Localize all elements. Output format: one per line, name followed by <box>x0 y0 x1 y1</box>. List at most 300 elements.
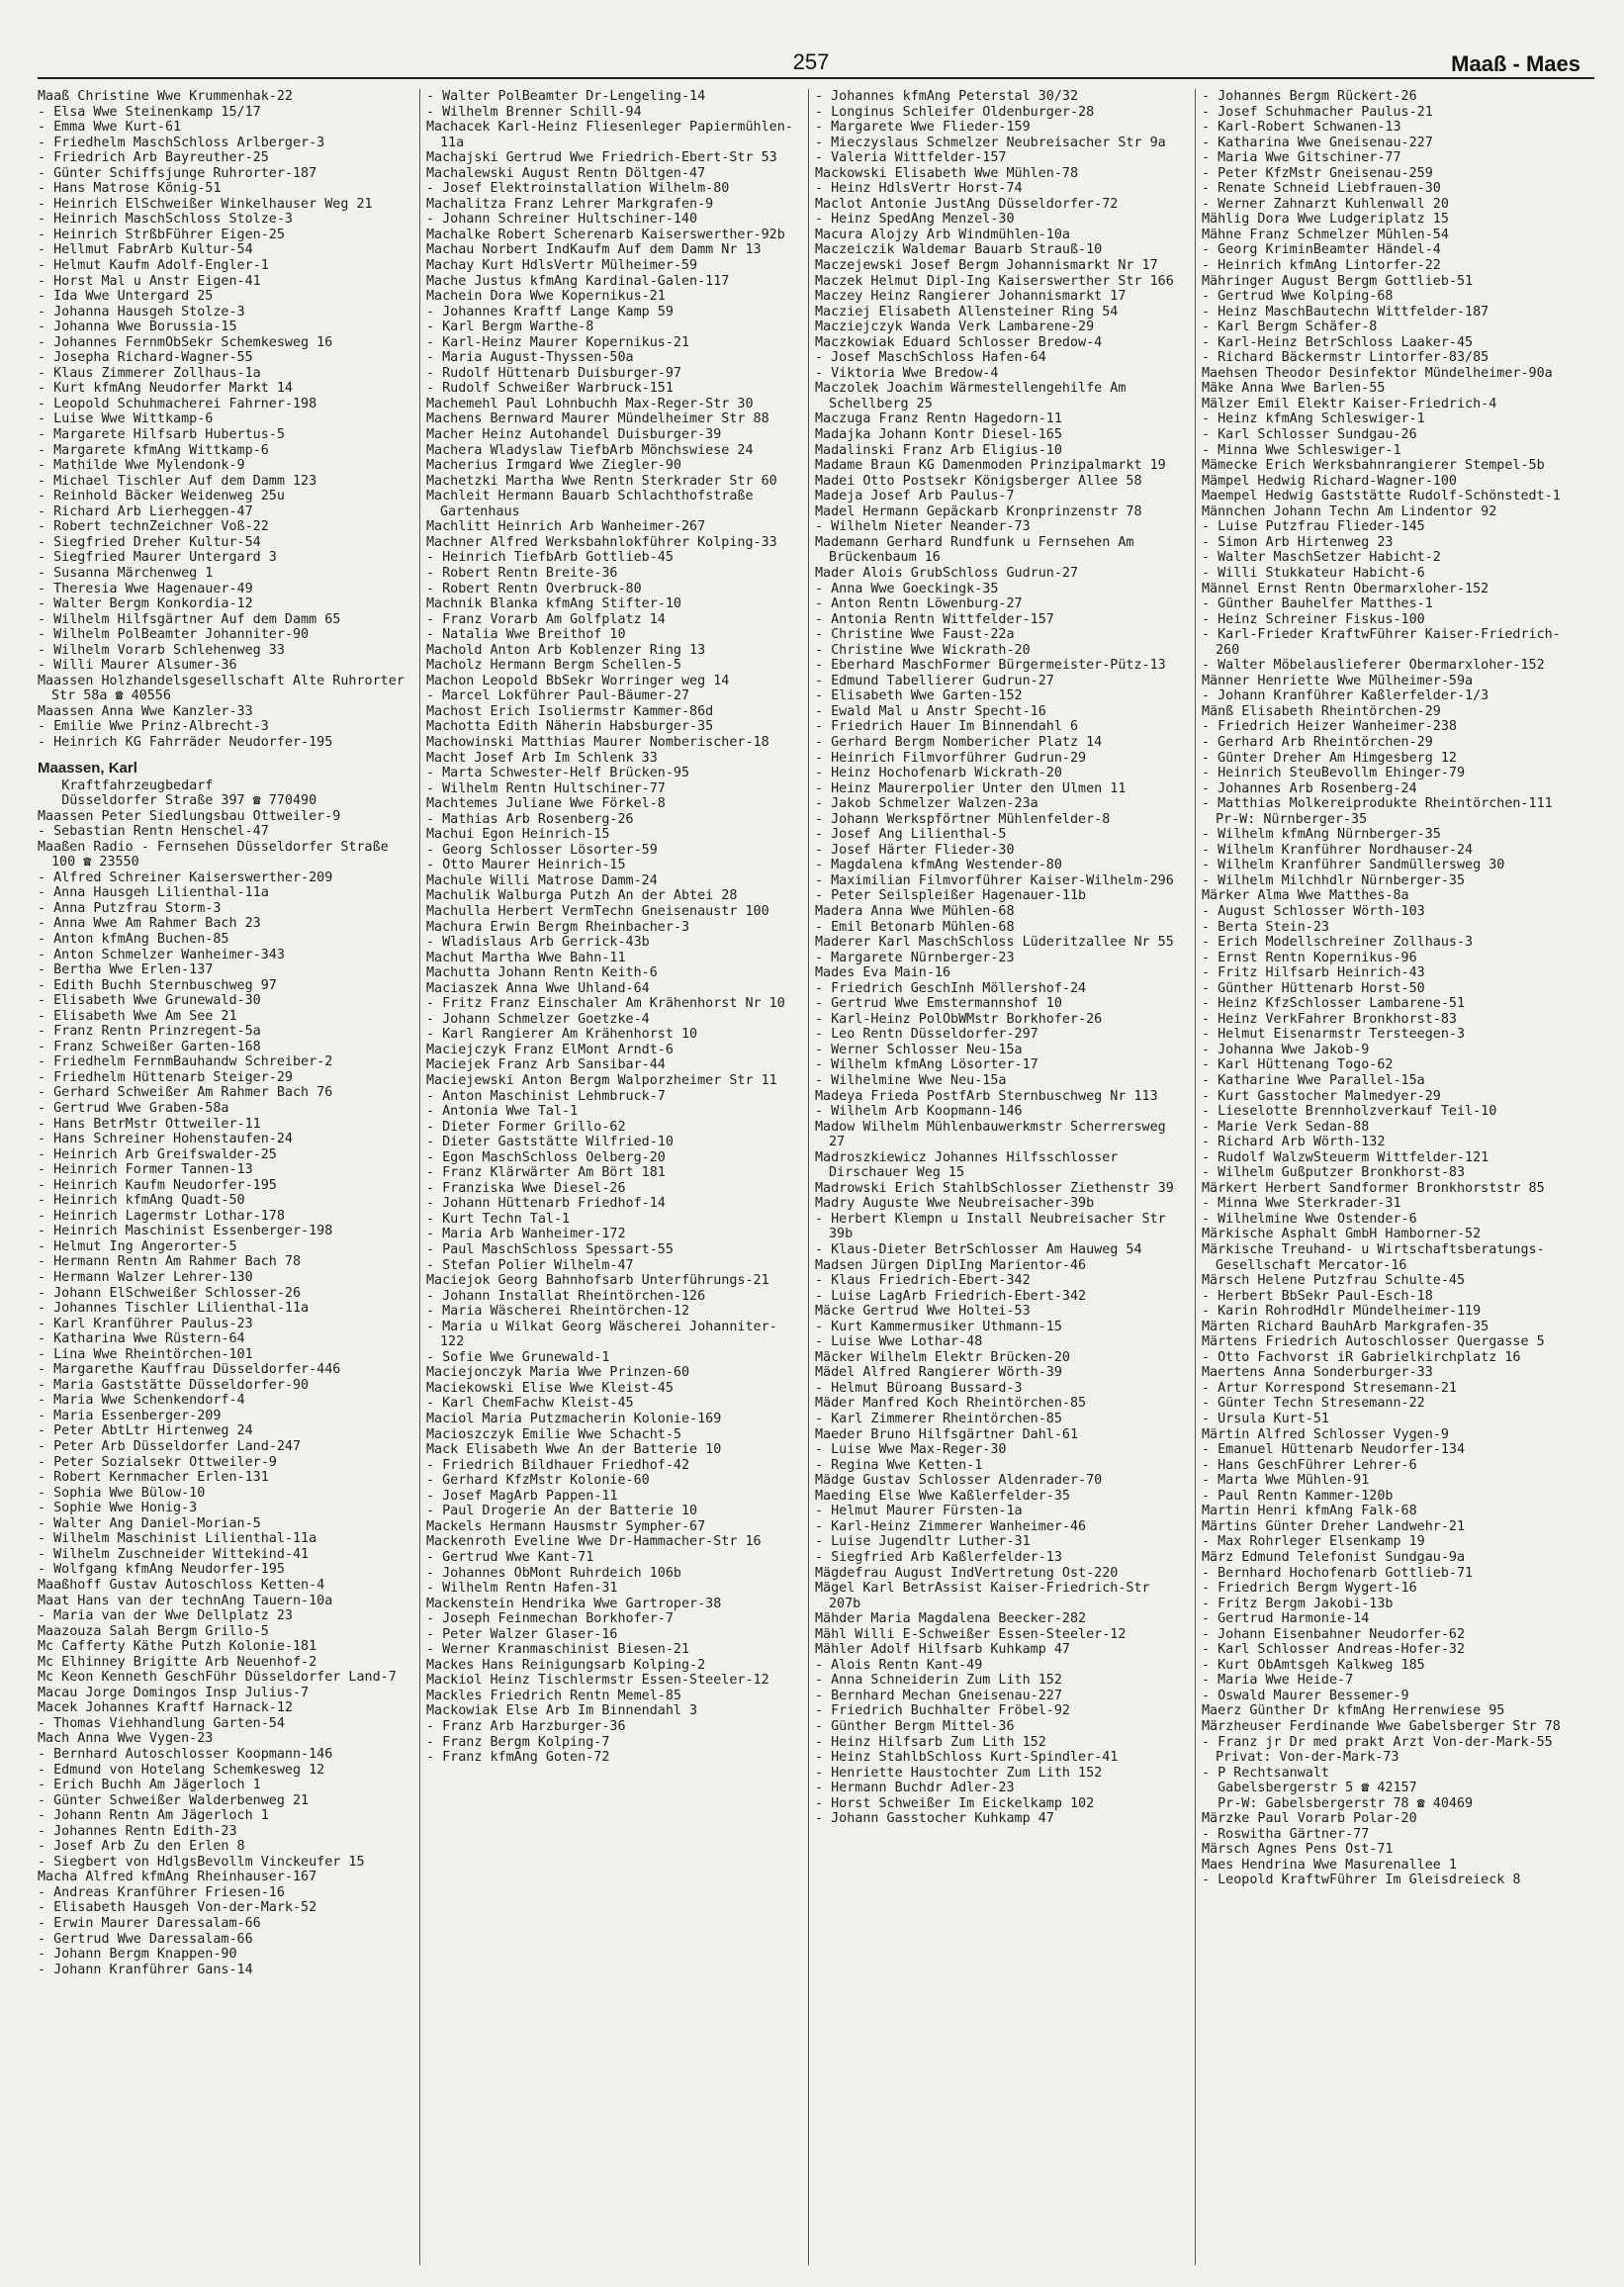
directory-entry: Machut Martha Wwe Bahn-11 <box>426 950 626 965</box>
directory-entry: Maderer Karl MaschSchloss Lüderitzallee Nr 55 <box>815 935 1174 951</box>
directory-entry: Machetzki Martha Wwe Rentn Sterkrader Str 60 <box>426 473 777 489</box>
directory-entry: - Günther Bergm Mittel-36 <box>815 1718 1015 1734</box>
directory-entry: - Maria Essenberger-209 <box>38 1408 222 1423</box>
directory-entry: Märtin Alfred Schlosser Vygen-9 <box>1202 1426 1449 1442</box>
directory-entry: - Johannes Arb Rosenberg-24 <box>1202 780 1417 796</box>
directory-entry: - Hans BetrMstr Ottweiler-11 <box>38 1116 261 1132</box>
directory-entry: Märkische Treuhand- u Wirtschaftsberatungs-Gesellschaft Mercator-16 <box>1202 1242 1545 1273</box>
directory-entry: - Gerhard Bergm Nombericher Platz 14 <box>815 734 1103 750</box>
directory-entry: Märsch Helene Putzfrau Schulte-45 <box>1202 1273 1466 1289</box>
directory-entry: - Josef Ang Lilienthal-5 <box>815 827 1007 843</box>
directory-entry: - Heinrich Former Tannen-13 <box>38 1162 253 1178</box>
directory-entry: - Johannes kfmAng Peterstal 30/32 <box>815 89 1079 104</box>
directory-entry: Maat Hans van der technAng Tauern-10a <box>38 1593 333 1608</box>
directory-entry: - Franz Schweißer Garten-168 <box>38 1039 261 1054</box>
directory-entry: Madei Otto Postsekr Königsberger Allee 58 <box>815 473 1142 489</box>
directory-entry: - Elisabeth Hausgeh Von-der-Mark-52 <box>38 1900 317 1916</box>
directory-entry: Mählig Dora Wwe Ludgeriplatz 15 <box>1202 212 1449 228</box>
directory-entry: Machajski Gertrud Wwe Friedrich-Ebert-Str 53 <box>426 150 777 166</box>
directory-entry: - Viktoria Wwe Bredow-4 <box>815 365 999 381</box>
directory-entry: - Heinz SpedAng Menzel-30 <box>815 212 1015 228</box>
directory-entry: - Anton Rentn Löwenburg-27 <box>815 596 1023 612</box>
directory-entry: - Margarete Hilfsarb Hubertus-5 <box>38 427 285 443</box>
directory-entry: Mänß Elisabeth Rheintörchen-29 <box>1202 703 1441 719</box>
directory-entry: - Wilhelm Maschinist Lilienthal-11a <box>38 1531 317 1547</box>
directory-entry: - Heinz StahlbSchloss Kurt-Spindler-41 <box>815 1750 1119 1766</box>
directory-entry: - Johann Kranführer Kaßlerfelder-1/3 <box>1202 688 1489 704</box>
directory-entry: - Elisabeth Wwe Garten-152 <box>815 688 1023 704</box>
directory-entry: - Fritz Hilfsarb Heinrich-43 <box>1202 965 1425 981</box>
directory-entry: Märkert Herbert Sandformer Bronkhorststr 85 <box>1202 1180 1545 1196</box>
directory-entry: - Antonia Rentn Wittfelder-157 <box>815 611 1054 627</box>
directory-entry: - Herbert BbSekr Paul-Esch-18 <box>1202 1288 1433 1304</box>
directory-entry: - Wilhelm Rentn Hultschiner-77 <box>426 780 666 796</box>
directory-entry: - Johannes FernmObSekr Schemkesweg 16 <box>38 334 333 350</box>
directory-entry: - Johannes Kraftf Lange Kamp 59 <box>426 304 674 320</box>
directory-entry: - Josepha Richard-Wagner-55 <box>38 350 253 366</box>
directory-entry: - Peter Walzer Glaser-16 <box>426 1626 618 1642</box>
directory-entry: - Henriette Haustochter Zum Lith 152 <box>815 1765 1103 1781</box>
directory-entry: - Katharina Wwe Rüstern-64 <box>38 1331 245 1347</box>
directory-entry: - Ernst Rentn Kopernikus-96 <box>1202 950 1417 965</box>
directory-entry: - Theresia Wwe Hagenauer-49 <box>38 581 253 596</box>
directory-entry: - Heinrich ElSchweißer Winkelhauser Weg 21 <box>38 196 373 212</box>
directory-entry: - Wilhelm Milchhdlr Nürnberger-35 <box>1202 872 1466 888</box>
directory-entry: - Heinrich kfmAng Lintorfer-22 <box>1202 258 1441 274</box>
directory-entry: - Helmut Eisenarmstr Tersteegen-3 <box>1202 1027 1466 1043</box>
directory-entry: - Heinrich Arb Greifswalder-25 <box>38 1146 277 1162</box>
directory-entry: - Friedrich Bildhauer Friedhof-42 <box>426 1457 690 1473</box>
column-2 <box>426 89 800 2265</box>
directory-entry: Madera Anna Wwe Mühlen-68 <box>815 903 1015 919</box>
column-divider <box>419 89 420 2265</box>
directory-entry: - Johannes Bergm Rückert-26 <box>1202 89 1417 104</box>
directory-entry: - Karl Bergm Warthe-8 <box>426 320 594 335</box>
directory-entry: - Wladislaus Arb Gerrick-43b <box>426 935 650 951</box>
directory-entry: - Leo Rentn Düsseldorfer-297 <box>815 1027 1038 1043</box>
directory-entry: - Josef Elektroinstallation Wilhelm-80 <box>426 181 730 197</box>
directory-entry: - Josef MaschSchloss Hafen-64 <box>815 350 1046 366</box>
directory-entry: - Franz Klärwärter Am Bört 181 <box>426 1165 666 1181</box>
directory-entry: - Marie Verk Sedan-88 <box>1202 1119 1370 1135</box>
directory-entry: Maempel Hedwig Gaststätte Rudolf-Schönstedt-1 <box>1202 489 1561 504</box>
directory-entry: - Peter AbtLtr Hirtenweg 24 <box>38 1423 253 1439</box>
directory-entry: - Friedhelm MaschSchloss Arlberger-3 <box>38 135 325 150</box>
directory-entry: - Robert technZeichner Voß-22 <box>38 519 269 535</box>
directory-entry: - Christine Wwe Wickrath-20 <box>815 642 1031 658</box>
directory-entry: - Hans Schreiner Hohenstaufen-24 <box>38 1132 293 1147</box>
directory-entry: - Johannes Rentn Edith-23 <box>38 1823 237 1839</box>
directory-entry: - Ida Wwe Untergard 25 <box>38 289 214 305</box>
directory-entry: Mähder Maria Magdalena Beecker-282 <box>815 1611 1087 1627</box>
directory-entry: - Marta Wwe Mühlen-91 <box>1202 1473 1370 1489</box>
directory-entry: Märtins Günter Dreher Landwehr-21 <box>1202 1518 1466 1534</box>
directory-entry: - Werner Kranmaschinist Biesen-21 <box>426 1642 690 1658</box>
directory-entry: - Josef Arb Zu den Erlen 8 <box>38 1839 245 1855</box>
directory-entry: - Siegfried Arb Kaßlerfelder-13 <box>815 1549 1062 1565</box>
directory-entry: - Helmut Büroang Bussard-3 <box>815 1380 1023 1396</box>
directory-entry: - Gertrud Wwe Emstermannshof 10 <box>815 996 1062 1012</box>
directory-entry: Mackenstein Hendrika Wwe Gartroper-38 <box>426 1596 722 1611</box>
directory-entry: Mackes Hans Reinigungsarb Kolping-2 <box>426 1657 706 1673</box>
directory-entry: - Helmut Ing Angerorter-5 <box>38 1238 237 1254</box>
directory-entry: - Paul Rentn Kammer-120b <box>1202 1488 1394 1504</box>
directory-entry: - Franz Arb Harzburger-36 <box>426 1718 626 1734</box>
directory-entry: - Wilhelm Arb Koopmann-146 <box>815 1104 1023 1120</box>
directory-entry: - Johann Eisenbahner Neudorfer-62 <box>1202 1626 1466 1642</box>
directory-entry: - Wilhelm Gußputzer Bronkhorst-83 <box>1202 1165 1466 1181</box>
directory-entry: Märker Alma Wwe Matthes-8a <box>1202 888 1409 904</box>
directory-entry: - Berta Stein-23 <box>1202 919 1329 935</box>
entry-heading: Maassen, Karl <box>38 759 137 777</box>
directory-entry: - Karl-Heinz BetrSchloss Laaker-45 <box>1202 334 1474 350</box>
directory-entry: - Maria van der Wwe Dellplatz 23 <box>38 1608 293 1624</box>
directory-entry: - Franz jr Dr med prakt Arzt Von-der-Mark-55 Privat: Von-der-Mark-73 <box>1202 1734 1561 1766</box>
directory-entry: - Hermann Buchdr Adler-23 <box>815 1781 1015 1796</box>
directory-entry: Maassen Peter Siedlungsbau Ottweiler-9 <box>38 808 341 824</box>
directory-entry: - Gertrud Wwe Graben-58a <box>38 1101 229 1116</box>
directory-entry: - Roswitha Gärtner-77 <box>1202 1826 1370 1842</box>
directory-entry: Madroszkiewicz Johannes Hilfsschlosser Dirschauer Weg 15 <box>815 1149 1127 1181</box>
directory-entry: Mackowski Elisabeth Wwe Mühlen-78 <box>815 165 1079 181</box>
directory-entry: Maciejczyk Franz ElMont Arndt-6 <box>426 1042 674 1057</box>
directory-entry: - Friedrich Hauer Im Binnendahl 6 <box>815 719 1079 735</box>
directory-entry: Machalitza Franz Lehrer Markgrafen-9 <box>426 196 714 212</box>
directory-entry: Mädge Gustav Schlosser Aldenrader-70 <box>815 1473 1103 1489</box>
directory-entry: - Heinrich Maschinist Essenberger-198 <box>38 1224 333 1239</box>
directory-entry: - Elsa Wwe Steinenkamp 15/17 <box>38 104 261 120</box>
directory-entry: Maclot Antonie JustAng Düsseldorfer-72 <box>815 196 1119 212</box>
directory-entry: - Thomas Viehhandlung Garten-54 <box>38 1715 285 1731</box>
directory-entry: - Leopold Schuhmacherei Fahrner-198 <box>38 396 317 412</box>
directory-entry: Mc Elhinney Brigitte Arb Neuenhof-2 <box>38 1654 317 1670</box>
directory-entry: - Otto Maurer Heinrich-15 <box>426 858 626 873</box>
directory-entry: - Paul MaschSchloss Spessart-55 <box>426 1242 674 1258</box>
directory-entry: - Maria August-Thyssen-50a <box>426 350 634 366</box>
directory-entry: Mägel Karl BetrAssist Kaiser-Friedrich-Str 207b <box>815 1581 1158 1611</box>
directory-entry: - Maximilian Filmvorführer Kaiser-Wilhelm-296 <box>815 872 1174 888</box>
directory-entry: Machotta Edith Näherin Habsburger-35 <box>426 719 714 735</box>
directory-entry: - Heinrich KG Fahrräder Neudorfer-195 <box>38 734 333 750</box>
directory-entry: - Valeria Wittfelder-157 <box>815 150 1007 166</box>
directory-entry: - Paul Drogerie An der Batterie 10 <box>426 1504 698 1519</box>
directory-entry: Mache Justus kfmAng Kardinal-Galen-117 <box>426 273 730 289</box>
directory-entry: - Johann Schmelzer Goetzke-4 <box>426 1011 650 1027</box>
directory-entry: - Susanna Märchenweg 1 <box>38 565 214 581</box>
directory-entry: Maciejek Franz Arb Sansibar-44 <box>426 1057 666 1073</box>
directory-entry: - Otto Fachvorst iR Gabrielkirchplatz 16 <box>1202 1349 1521 1365</box>
directory-entry: - Heinrich Kaufm Neudorfer-195 <box>38 1177 277 1193</box>
directory-entry: - Wilhelm Zuschneider Wittekind-41 <box>38 1546 310 1562</box>
directory-entry: Mäke Anna Wwe Barlen-55 <box>1202 381 1386 397</box>
directory-entry: - Renate Schneid Liebfrauen-30 <box>1202 181 1441 197</box>
directory-entry: Männer Henriette Wwe Mülheimer-59a <box>1202 673 1474 688</box>
directory-entry: - Walter Bergm Konkordia-12 <box>38 596 253 612</box>
directory-entry: - Johann Werkspförtner Mühlenfelder-8 <box>815 811 1111 827</box>
directory-entry: Maczkowiak Eduard Schlosser Bredow-4 <box>815 334 1103 350</box>
directory-entry: Madsen Jürgen DiplIng Marientor-46 <box>815 1257 1087 1273</box>
directory-entry: - Robert Kernmacher Erlen-131 <box>38 1470 269 1486</box>
directory-entry: - Heinz VerkFahrer Bronkhorst-83 <box>1202 1011 1457 1027</box>
directory-entry: Madow Wilhelm Mühlenbauwerkmstr Scherrersweg 27 <box>815 1119 1174 1150</box>
directory-entry: - Emil Betonarb Mühlen-68 <box>815 919 1015 935</box>
directory-entry: - Emilie Wwe Prinz-Albrecht-3 <box>38 719 269 735</box>
advert-line: Kraftfahrzeugbedarf <box>38 778 214 793</box>
directory-entry: Maassen Holzhandelsgesellschaft Alte Ruhrorter Str 58a ☎ 40556 <box>38 673 412 704</box>
directory-entry: Machost Erich Isoliermstr Kammer-86d <box>426 703 714 719</box>
directory-entry: - Heinrich TiefbArb Gottlieb-45 <box>426 550 674 566</box>
directory-entry: Märtens Friedrich Autoschlosser Quergasse 5 <box>1202 1334 1545 1350</box>
directory-entry: - Gerhard Schweißer Am Rahmer Bach 76 <box>38 1085 333 1101</box>
directory-entry: - Heinz KfzSchlosser Lambarene-51 <box>1202 996 1466 1012</box>
directory-entry: Macau Jorge Domingos Insp Julius-7 <box>38 1685 310 1700</box>
directory-entry: - Maria Wwe Schenkendorf-4 <box>38 1393 245 1409</box>
directory-entry: - Rudolf Hüttenarb Duisburger-97 <box>426 365 681 381</box>
directory-entry: - Hans Matrose König-51 <box>38 181 222 197</box>
directory-entry: - Sophia Wwe Bülow-10 <box>38 1485 206 1501</box>
directory-entry: - Wilhelm Kranführer Nordhauser-24 <box>1202 842 1474 858</box>
directory-entry: Machulla Herbert VermTechn Gneisenaustr 100 <box>426 903 769 919</box>
directory-entry: - Klaus Friedrich-Ebert-342 <box>815 1273 1031 1289</box>
directory-entry: - Emanuel Hüttenarb Neudorfer-134 <box>1202 1442 1466 1458</box>
directory-entry: Machalewski August Rentn Döltgen-47 <box>426 165 706 181</box>
directory-entry: - Wilhelm Vorarb Schlehenweg 33 <box>38 642 285 658</box>
directory-entry: - Karl-Robert Schwanen-13 <box>1202 120 1401 136</box>
directory-entry: Mähne Franz Schmelzer Mühlen-54 <box>1202 227 1449 242</box>
directory-entry: - Richard Arb Lierheggen-47 <box>38 503 253 519</box>
directory-entry: - Wilhelmine Wwe Neu-15a <box>815 1073 1007 1088</box>
directory-entry: Martin Henri kfmAng Falk-68 <box>1202 1504 1417 1519</box>
directory-entry: Mälzer Emil Elektr Kaiser-Friedrich-4 <box>1202 396 1497 412</box>
directory-entry: Mähringer August Bergm Gottlieb-51 <box>1202 273 1474 289</box>
directory-entry: - Anna Wwe Am Rahmer Bach 23 <box>38 916 261 932</box>
directory-entry: Maczey Heinz Rangierer Johannismarkt 17 <box>815 289 1127 305</box>
directory-entry: - Georg Schlosser Lösorter-59 <box>426 842 658 858</box>
directory-entry: - Anna Wwe Goeckingk-35 <box>815 581 999 596</box>
directory-entry: Mackowiak Else Arb Im Binnendahl 3 <box>426 1703 698 1719</box>
directory-entry: - Günter Schiffsjunge Ruhrorter-187 <box>38 165 317 181</box>
directory-entry: - Dieter Former Grillo-62 <box>426 1119 626 1135</box>
directory-entry: - Heinrich StrßbFührer Eigen-25 <box>38 227 285 242</box>
directory-entry: - Maria u Wilkat Georg Wäscherei Johanniter-122 <box>426 1319 777 1350</box>
directory-entry: Mader Alois GrubSchloss Gudrun-27 <box>815 565 1079 581</box>
column-divider <box>808 89 809 2265</box>
directory-entry: - Bernhard Hochofenarb Gottlieb-71 <box>1202 1565 1474 1581</box>
column-4 <box>1202 89 1576 2265</box>
directory-entry: Maciaszek Anna Wwe Uhland-64 <box>426 980 650 996</box>
directory-entry: Maehsen Theodor Desinfektor Mündelheimer-90a <box>1202 365 1553 381</box>
directory-entry: - Luise Wwe Max-Reger-30 <box>815 1442 1007 1458</box>
directory-entry: - Friedrich Heizer Wanheimer-238 <box>1202 719 1457 735</box>
directory-entry: - Josef Schuhmacher Paulus-21 <box>1202 104 1433 120</box>
directory-entry: - Erich Buchh Am Jägerloch 1 <box>38 1778 261 1793</box>
directory-entry: - Michael Tischler Auf dem Damm 123 <box>38 473 317 489</box>
directory-entry: Maciekowski Elise Wwe Kleist-45 <box>426 1380 674 1396</box>
directory-entry: - Robert Rentn Overbruck-80 <box>426 581 642 596</box>
directory-entry: - Heinrich Filmvorführer Gudrun-29 <box>815 750 1087 766</box>
directory-entry: - Gerhard Arb Rheintörchen-29 <box>1202 734 1433 750</box>
directory-entry: - Walter Ang Daniel-Morian-5 <box>38 1515 261 1531</box>
page-number: 257 <box>792 49 830 74</box>
directory-entry: Macura Alojzy Arb Windmühlen-10a <box>815 227 1070 242</box>
directory-entry: - Mieczyslaus Schmelzer Neubreisacher Str 9a <box>815 135 1166 150</box>
directory-entry: - Johann Kranführer Gans-14 <box>38 1962 253 1977</box>
directory-entry: - Gertrud Wwe Kolping-68 <box>1202 289 1394 305</box>
directory-entry: Mähl Willi E-Schweißer Essen-Steeler-12 <box>815 1626 1127 1642</box>
directory-entry: Mähler Adolf Hilfsarb Kuhkamp 47 <box>815 1642 1070 1658</box>
directory-entry: - Anna Schneiderin Zum Lith 152 <box>815 1673 1062 1689</box>
directory-entry: - Margarethe Kauffrau Düsseldorfer-446 <box>38 1362 341 1378</box>
directory-entry: - Bernhard Autoschlosser Koopmann-146 <box>38 1746 333 1762</box>
directory-entry: - Anton kfmAng Buchen-85 <box>38 931 229 947</box>
directory-entry: - Hermann Rentn Am Rahmer Bach 78 <box>38 1254 302 1270</box>
directory-entry: - Robert Rentn Breite-36 <box>426 565 618 581</box>
directory-entry: Maczuga Franz Rentn Hagedorn-11 <box>815 412 1062 427</box>
directory-entry: - Maria Wäscherei Rheintörchen-12 <box>426 1304 690 1320</box>
directory-entry: Mackenroth Eveline Wwe Dr-Hammacher-Str 16 <box>426 1534 762 1550</box>
directory-entry: - Wilhelm PolBeamter Johanniter-90 <box>38 627 310 643</box>
directory-entry: März Edmund Telefonist Sundgau-9a <box>1202 1549 1466 1565</box>
directory-entry: - Werner Schlosser Neu-15a <box>815 1042 1023 1057</box>
directory-entry: Maeding Else Wwe Kaßlerfelder-35 <box>815 1488 1070 1504</box>
directory-entry: - Artur Korrespond Stresemann-21 <box>1202 1380 1457 1396</box>
directory-entry: Mc Cafferty Käthe Putzh Kolonie-181 <box>38 1639 317 1655</box>
directory-entry: - Maria Gaststätte Düsseldorfer-90 <box>38 1377 310 1393</box>
directory-entry: Maciejonczyk Maria Wwe Prinzen-60 <box>426 1365 690 1381</box>
directory-entry: - Sebastian Rentn Henschel-47 <box>38 824 269 840</box>
directory-entry: - Reinhold Bäcker Weidenweg 25u <box>38 489 285 504</box>
directory-entry: - Friedrich GeschInh Möllershof-24 <box>815 980 1087 996</box>
directory-entry: Machein Dora Wwe Kopernikus-21 <box>426 289 666 305</box>
directory-entry: - Karl ChemFachw Kleist-45 <box>426 1396 634 1412</box>
directory-entry: - Klaus Zimmerer Zollhaus-1a <box>38 365 261 381</box>
directory-entry: - Wilhelm Kranführer Sandmüllersweg 30 <box>1202 858 1505 873</box>
directory-entry: - Luise LagArb Friedrich-Ebert-342 <box>815 1288 1087 1304</box>
directory-entry: - Franz Bergm Kolping-7 <box>426 1734 610 1750</box>
directory-entry: Madalinski Franz Arb Eligius-10 <box>815 442 1062 458</box>
directory-entry: - Walter Möbelauslieferer Obermarxloher-152 <box>1202 658 1545 674</box>
directory-entry: Machtemes Juliane Wwe Förkel-8 <box>426 796 666 812</box>
directory-entry: - Johann Bergm Knappen-90 <box>38 1947 237 1963</box>
directory-entry: - Heinz HdlsVertr Horst-74 <box>815 181 1023 197</box>
directory-entry: - Rudolf Schweißer Warbruck-151 <box>426 381 674 397</box>
directory-entry: - Karl Kranführer Paulus-23 <box>38 1316 253 1331</box>
directory-entry: - Wolfgang kfmAng Neudorfer-195 <box>38 1562 285 1578</box>
directory-entry: - Natalia Wwe Breithof 10 <box>426 627 626 643</box>
directory-entry: Madrowski Erich StahlbSchlosser Ziethenstr 39 <box>815 1180 1174 1196</box>
directory-entry: Machon Leopold BbSekr Worringer weg 14 <box>426 673 730 688</box>
directory-entry: - Horst Schweißer Im Eickelkamp 102 <box>815 1795 1095 1811</box>
directory-entry: Märzke Paul Vorarb Polar-20 <box>1202 1811 1417 1827</box>
directory-entry: - Karl-Heinz Maurer Kopernikus-21 <box>426 334 690 350</box>
directory-entry: - Karl Rangierer Am Krähenhorst 10 <box>426 1027 698 1043</box>
directory-entry: - Fritz Franz Einschaler Am Krähenhorst Nr 10 <box>426 996 785 1012</box>
directory-entry: - Luise Wwe Lothar-48 <box>815 1334 983 1350</box>
directory-entry: Mäcke Gertrud Wwe Holtei-53 <box>815 1304 1031 1320</box>
directory-entry: Machutta Johann Rentn Keith-6 <box>426 965 658 981</box>
directory-entry: - Peter Arb Düsseldorfer Land-247 <box>38 1439 302 1455</box>
directory-entry: Märsch Agnes Pens Ost-71 <box>1202 1842 1394 1858</box>
directory-entry: Machulik Walburga Putzh An der Abtei 28 <box>426 888 738 904</box>
directory-entry: Maczeiczik Waldemar Bauarb Strauß-10 <box>815 242 1103 258</box>
directory-entry: Machau Norbert IndKaufm Auf dem Damm Nr 13 <box>426 242 762 258</box>
directory-entry: Mademann Gerhard Rundfunk u Fernsehen Am Brückenbaum 16 <box>815 534 1142 566</box>
directory-entry: - Minna Wwe Sterkrader-31 <box>1202 1196 1401 1212</box>
directory-entry: - Franz kfmAng Goten-72 <box>426 1750 610 1766</box>
directory-entry: Machacek Karl-Heinz Fliesenleger Papiermühlen-11a <box>426 120 793 150</box>
directory-entry: Macher Heinz Autohandel Duisburger-39 <box>426 427 722 443</box>
directory-entry: - Edmund Tabellierer Gudrun-27 <box>815 673 1054 688</box>
directory-entry: - Siegfried Dreher Kultur-54 <box>38 534 261 550</box>
directory-entry: - Johanna Hausgeh Stolze-3 <box>38 304 245 320</box>
directory-entry: Mädel Alfred Rangierer Wörth-39 <box>815 1365 1062 1381</box>
directory-entry: Märzheuser Ferdinande Wwe Gabelsberger Str 78 <box>1202 1718 1561 1734</box>
directory-entry: - Anna Putzfrau Storm-3 <box>38 900 222 916</box>
directory-entry: Machens Bernward Maurer Mündelheimer Str 88 <box>426 412 769 427</box>
directory-entry: Machlitt Heinrich Arb Wanheimer-267 <box>426 519 706 535</box>
directory-entry: Maaß Christine Wwe Krummenhak-22 <box>38 89 293 104</box>
directory-entry: - Friedhelm FernmBauhandw Schreiber-2 <box>38 1054 333 1070</box>
directory-entry: Machui Egon Heinrich-15 <box>426 827 610 843</box>
directory-entry: Maczejewski Josef Bergm Johannismarkt Nr 17 <box>815 258 1158 274</box>
directory-entry: - Anton Schmelzer Wanheimer-343 <box>38 947 285 962</box>
directory-entry: - Heinrich MaschSchloss Stolze-3 <box>38 212 293 228</box>
directory-entry: - Kurt Techn Tal-1 <box>426 1211 571 1227</box>
directory-entry: - Stefan Polier Wilhelm-47 <box>426 1257 634 1273</box>
directory-entry: - Kurt kfmAng Neudorfer Markt 14 <box>38 381 293 397</box>
directory-entry: - Anna Hausgeh Lilienthal-11a <box>38 885 269 901</box>
directory-entry: - Erwin Maurer Daressalam-66 <box>38 1915 261 1931</box>
directory-entry: Maczolek Joachim Wärmestellengehilfe Am Schellberg 25 <box>815 381 1134 412</box>
directory-entry: Macht Josef Arb Im Schlenk 33 <box>426 750 658 766</box>
directory-entry: - Wilhelm kfmAng Nürnberger-35 <box>1202 827 1441 843</box>
directory-entry: Machalke Robert Scherenarb Kaiserswerther-92b <box>426 227 785 242</box>
directory-entry: - Gertrud Wwe Kant-71 <box>426 1549 594 1565</box>
directory-entry: - Rudolf WalzwSteuerm Wittfelder-121 <box>1202 1149 1489 1165</box>
directory-entry: - Karin RohrodHdlr Mündelheimer-119 <box>1202 1304 1482 1320</box>
directory-entry: - Sofie Wwe Grunewald-1 <box>426 1349 610 1365</box>
directory-entry: - Günter Techn Stresemann-22 <box>1202 1396 1425 1412</box>
directory-entry: Machura Erwin Bergm Rheinbacher-3 <box>426 919 690 935</box>
directory-entry: Machay Kurt HdlsVertr Mülheimer-59 <box>426 258 698 274</box>
directory-entry: Macha Alfred kfmAng Rheinhauser-167 <box>38 1870 317 1885</box>
directory-entry: - Johann Schreiner Hultschiner-140 <box>426 212 698 228</box>
directory-entry: - Mathias Arb Rosenberg-26 <box>426 811 634 827</box>
directory-entry: Maes Hendrina Wwe Masurenallee 1 <box>1202 1857 1457 1873</box>
directory-entry: - Luise Putzfrau Flieder-145 <box>1202 519 1425 535</box>
directory-entry: - Jakob Schmelzer Walzen-23a <box>815 796 1038 812</box>
directory-entry: Madajka Johann Kontr Diesel-165 <box>815 427 1062 443</box>
directory-entry: - Willi Stukkateur Habicht-6 <box>1202 565 1425 581</box>
directory-entry: - Ewald Mal u Anstr Specht-16 <box>815 703 1046 719</box>
directory-entry: Machleit Hermann Bauarb Schlachthofstraße Gartenhaus <box>426 489 762 519</box>
directory-entry: Maeder Bruno Hilfsgärtner Dahl-61 <box>815 1426 1079 1442</box>
directory-entry: - Sophie Wwe Honig-3 <box>38 1501 198 1516</box>
directory-entry: - Bernhard Mechan Gneisenau-227 <box>815 1688 1062 1703</box>
directory-entry: Macherius Irmgard Wwe Ziegler-90 <box>426 458 681 474</box>
directory-entry: - Mathilde Wwe Mylendonk-9 <box>38 458 245 474</box>
directory-entry: Maciejok Georg Bahnhofsarb Unterführungs-21 <box>426 1273 769 1289</box>
directory-entry: - Johannes Tischler Lilienthal-11a <box>38 1301 310 1317</box>
header-rule <box>38 77 1594 79</box>
directory-entry: - Maria Wwe Heide-7 <box>1202 1673 1354 1689</box>
directory-entry: - Margarete kfmAng Wittkamp-6 <box>38 442 269 458</box>
directory-entry: Männchen Johann Techn Am Lindentor 92 <box>1202 503 1497 519</box>
directory-entry: - Kurt Kammermusiker Uthmann-15 <box>815 1319 1062 1334</box>
directory-entry: Märten Richard BauhArb Markgrafen-35 <box>1202 1319 1489 1334</box>
directory-entry: - Heinz Hochofenarb Wickrath-20 <box>815 766 1062 781</box>
directory-entry: - Willi Maurer Alsumer-36 <box>38 658 237 674</box>
